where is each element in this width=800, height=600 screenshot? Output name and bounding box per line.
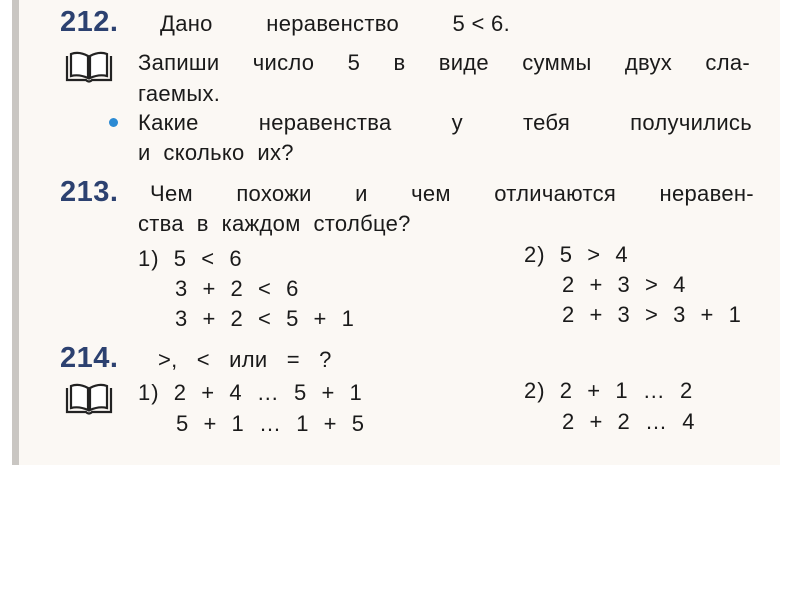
exercise-214-col2-row2: 2 + 2 … 4 bbox=[562, 409, 696, 434]
exercise-212-task-line2: гаемых. bbox=[138, 81, 221, 106]
open-book-icon bbox=[64, 50, 114, 86]
exercise-212-question-line1: Какие неравенства у тебя получились bbox=[138, 110, 752, 135]
exercise-213-line1: Чем похожи и чем отличаются неравен- bbox=[150, 181, 754, 206]
exercise-214-number: 214. bbox=[60, 342, 119, 374]
exercise-213-number: 213. bbox=[60, 176, 119, 208]
exercise-212-question-line2: и сколько их? bbox=[138, 140, 294, 165]
page-left-edge bbox=[12, 0, 19, 465]
exercise-213-col1-row2: 3 + 2 < 6 bbox=[175, 276, 300, 301]
exercise-213-col2-row3: 2 + 3 > 3 + 1 bbox=[562, 302, 742, 327]
exercise-213-col2-row1: 2) 5 > 4 bbox=[524, 242, 629, 267]
exercise-214-col1-row1: 1) 2 + 4 … 5 + 1 bbox=[138, 380, 363, 405]
exercise-213-line2: ства в каждом столбце? bbox=[138, 211, 411, 236]
exercise-214-col1-row2: 5 + 1 … 1 + 5 bbox=[176, 411, 365, 436]
exercise-212-task-line1: Запиши число 5 в виде суммы двух сла- bbox=[138, 50, 750, 75]
exercise-213-col1-row1: 1) 5 < 6 bbox=[138, 246, 243, 271]
bullet-dot-icon bbox=[109, 118, 118, 127]
exercise-213-col2-row2: 2 + 3 > 4 bbox=[562, 272, 687, 297]
open-book-icon bbox=[64, 382, 114, 418]
exercise-213-col1-row3: 3 + 2 < 5 + 1 bbox=[175, 306, 355, 331]
exercise-212-number: 212. bbox=[60, 6, 119, 38]
exercise-212-intro: Дано неравенство 5 < 6. bbox=[160, 11, 510, 36]
exercise-214-prompt: >, < или = ? bbox=[158, 347, 332, 372]
exercise-214-col2-row1: 2) 2 + 1 … 2 bbox=[524, 378, 694, 403]
